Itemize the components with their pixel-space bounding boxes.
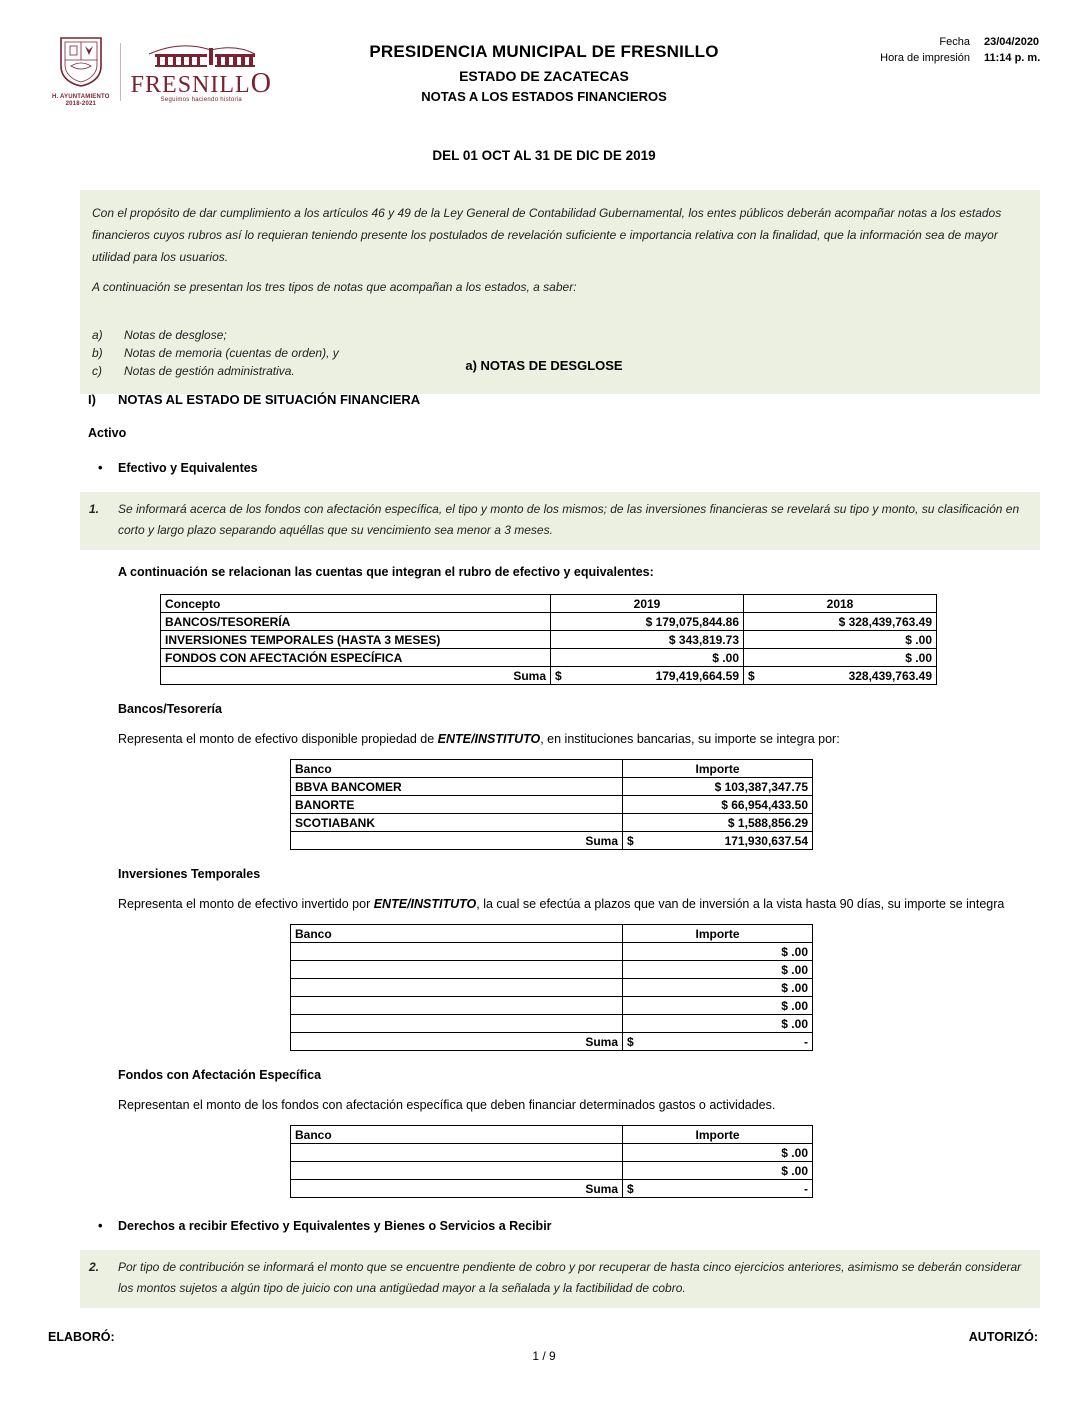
header-concepto: Concepto (161, 595, 551, 613)
cell-importe: $ .00 (623, 1015, 813, 1033)
suma-2019-value: 179,419,664.59 (655, 668, 739, 683)
list-item-text: Notas de gestión administrativa. (124, 364, 295, 378)
cell-2018: $ .00 (744, 649, 937, 667)
currency-sign: $ (748, 668, 755, 683)
table-suma-row (291, 1180, 813, 1198)
fresnillo-tagline: Seguimos haciendo historia (160, 96, 243, 103)
list-item-text: Notas de memoria (cuentas de orden), y (124, 346, 339, 360)
suma-label: Suma (291, 1180, 623, 1198)
print-date-label: Fecha (939, 36, 970, 48)
cell-banco (291, 1144, 623, 1162)
note-1-number: 1. (89, 502, 100, 516)
note-2-number: 2. (89, 1260, 100, 1274)
efectivo-intro-line: A continuación se relacionan las cuentas que integran el rubro de efectivo y equivalentes: (118, 565, 654, 579)
cell-importe: $ .00 (623, 979, 813, 997)
list-item-label: c) (92, 364, 102, 378)
currency-sign: $ (555, 668, 562, 683)
bancos-text-pre: Representa el monto de efectivo disponible propiedad de (118, 732, 438, 746)
section-situacion-heading (88, 392, 1088, 407)
table-header-row (291, 760, 813, 778)
cell-2018: $ 328,439,763.49 (744, 613, 937, 631)
suma-importe-value: - (804, 1034, 808, 1049)
print-time-label: Hora de impresión (880, 52, 970, 64)
table-row (161, 631, 937, 649)
ente-instituto-label: ENTE/INSTITUTO (373, 897, 477, 911)
cell-importe: $ 103,387,347.75 (623, 778, 813, 796)
suma-importe (623, 1180, 813, 1198)
suma-importe (623, 1033, 813, 1051)
note-2-block (80, 1250, 1040, 1308)
shield-caption-ayuntamiento: H. AYUNTAMIENTO (52, 94, 110, 100)
header-banco: Banco (291, 760, 623, 778)
list-item-label: a) (92, 328, 103, 342)
header-importe: Importe (623, 1126, 813, 1144)
cell-importe: $ .00 (623, 1144, 813, 1162)
print-time-value: 11:14 p. m. (984, 52, 1041, 64)
suma-2018 (744, 667, 937, 685)
derechos-bullet-heading (98, 1218, 1088, 1233)
inversiones-heading: Inversiones Temporales (118, 867, 261, 881)
cell-concepto: INVERSIONES TEMPORALES (HASTA 3 MESES) (161, 631, 551, 649)
suma-2018-value: 328,439,763.49 (848, 668, 932, 683)
list-item-text: Notas de desglose; (124, 328, 227, 342)
section-number: I) (88, 392, 96, 407)
print-date-row (880, 36, 1062, 48)
activo-heading: Activo (88, 426, 127, 440)
note-1-text: Se informará acerca de los fondos con afectación específica, el tipo y monto de los mismos; de las inversiones financieras se revelará su tipo y monto, su clasificación en corto y largo plazo separando aquéllas que su vencimiento sea menor a 3 meses. (118, 502, 1020, 537)
bancos-heading: Bancos/Tesorería (118, 702, 222, 716)
table-row (291, 1144, 813, 1162)
note-2-text: Por tipo de contribución se informará el monto que se encuentre pendiente de cobro y por recuperar de hasta cinco ejercicios anteriores, asimismo se deberán considerar los montos sujetos a algún tipo de juicio con una antigüedad mayor a la señalada y la factibilidad de cobro. (118, 1260, 1022, 1295)
shield-caption-years: 2018-2021 (65, 101, 97, 107)
cell-banco: BANORTE (291, 796, 623, 814)
header-banco: Banco (291, 925, 623, 943)
table-row (291, 943, 813, 961)
report-period: DEL 01 OCT AL 31 DE DIC DE 2019 (432, 148, 656, 163)
autorizo-label: AUTORIZÓ: (968, 1330, 1038, 1344)
table-row (291, 1162, 813, 1180)
table-row (161, 649, 937, 667)
table-row (291, 1015, 813, 1033)
cell-banco: SCOTIABANK (291, 814, 623, 832)
elaboro-label: ELABORÓ: (48, 1330, 115, 1344)
bancos-text-post: , en instituciones bancarias, su importe se integra por: (540, 732, 840, 746)
inversiones-text-pre: Representa el monto de efectivo invertido por (118, 897, 374, 911)
cell-banco (291, 1015, 623, 1033)
bullet-icon: • (98, 460, 103, 475)
cell-banco (291, 961, 623, 979)
bancos-table (290, 759, 813, 850)
bullet-icon: • (98, 1218, 103, 1233)
inversiones-text-post: , la cual se efectúa a plazos que van de inversión a la vista hasta 90 días, su importe se integra (476, 897, 1005, 911)
table-header-row (291, 925, 813, 943)
table-row (291, 997, 813, 1015)
cell-banco (291, 979, 623, 997)
header-banco: Banco (291, 1126, 623, 1144)
efectivo-bullet-heading (98, 460, 1088, 475)
cell-importe: $ 1,588,856.29 (623, 814, 813, 832)
table-row (291, 778, 813, 796)
derechos-bullet-label: Derechos a recibir Efectivo y Equivalentes y Bienes o Servicios a Recibir (118, 1219, 552, 1233)
cell-importe: $ .00 (623, 1162, 813, 1180)
cell-banco: BBVA BANCOMER (291, 778, 623, 796)
cell-2019: $ 343,819.73 (551, 631, 744, 649)
header-2018: 2018 (744, 595, 937, 613)
currency-sign: $ (627, 833, 634, 848)
table-suma-row (291, 832, 813, 850)
table-row (161, 613, 937, 631)
efectivo-bullet-label: Efectivo y Equivalentes (118, 461, 258, 475)
suma-2019 (551, 667, 744, 685)
header-importe: Importe (623, 760, 813, 778)
list-item (92, 326, 1026, 344)
currency-sign: $ (627, 1181, 634, 1196)
table-suma-row (291, 1033, 813, 1051)
cell-banco (291, 997, 623, 1015)
cell-2019: $ 179,075,844.86 (551, 613, 744, 631)
efectivo-equivalentes-table (160, 594, 937, 685)
cell-2018: $ .00 (744, 631, 937, 649)
page-number: 1 / 9 (532, 1349, 556, 1363)
document-body (0, 344, 1088, 1308)
cell-importe: $ 66,954,433.50 (623, 796, 813, 814)
fresnillo-wordmark-o: O (250, 67, 272, 99)
suma-importe (623, 832, 813, 850)
print-date-value: 23/04/2020 (984, 36, 1040, 48)
document-subtitle-notes: NOTAS A LOS ESTADOS FINANCIEROS (421, 89, 667, 104)
table-row (291, 814, 813, 832)
document-title: PRESIDENCIA MUNICIPAL DE FRESNILLO (369, 42, 719, 61)
fondos-table (290, 1125, 813, 1198)
inversiones-paragraph (118, 897, 1068, 911)
cell-concepto: FONDOS CON AFECTACIÓN ESPECÍFICA (161, 649, 551, 667)
cell-concepto: BANCOS/TESORERÍA (161, 613, 551, 631)
header-2019: 2019 (551, 595, 744, 613)
currency-sign: $ (627, 1034, 634, 1049)
suma-label: Suma (161, 667, 551, 685)
section-desglose-heading: a) NOTAS DE DESGLOSE (465, 358, 623, 373)
table-row (291, 796, 813, 814)
table-row (291, 979, 813, 997)
print-time-row (880, 52, 1062, 64)
cell-importe: $ .00 (623, 997, 813, 1015)
section-title: NOTAS AL ESTADO DE SITUACIÓN FINANCIERA (118, 392, 421, 407)
table-suma-row (161, 667, 937, 685)
table-header-row (161, 595, 937, 613)
intro-paragraph-2: A continuación se presentan los tres tipos de notas que acompañan a los estados, a saber: (92, 280, 577, 294)
suma-label: Suma (291, 1033, 623, 1051)
suma-importe-value: - (804, 1181, 808, 1196)
cell-2019: $ .00 (551, 649, 744, 667)
fondos-heading: Fondos con Afectación Específica (118, 1068, 322, 1082)
print-info (880, 36, 1062, 68)
ente-instituto-label: ENTE/INSTITUTO (437, 732, 541, 746)
fondos-paragraph: Representan el monto de los fondos con afectación específica que deben financiar determinados gastos o actividades. (118, 1098, 776, 1112)
header-importe: Importe (623, 925, 813, 943)
table-row (291, 961, 813, 979)
fresnillo-wordmark-text: FRESNILL (130, 71, 251, 98)
document-subtitle-state: ESTADO DE ZACATECAS (459, 68, 629, 84)
cell-importe: $ .00 (623, 943, 813, 961)
intro-paragraph-1: Con el propósito de dar cumplimiento a los artículos 46 y 49 de la Ley General de Contabilidad Gubernamental, los entes públicos deberán acompañar notas a los estados financieros cuyos rubros así lo requieran teniendo presente los postulados de revelación suficiente e importancia relativa con la finalidad, que la información sea de mayor utilidad para los usuarios. (92, 206, 1002, 264)
cell-importe: $ .00 (623, 961, 813, 979)
inversiones-table (290, 924, 813, 1051)
note-1-block (80, 492, 1040, 550)
cell-banco (291, 943, 623, 961)
list-item-label: b) (92, 346, 103, 360)
bancos-paragraph (118, 732, 1068, 746)
table-header-row (291, 1126, 813, 1144)
suma-label: Suma (291, 832, 623, 850)
cell-banco (291, 1162, 623, 1180)
suma-importe-value: 171,930,637.54 (724, 833, 808, 848)
